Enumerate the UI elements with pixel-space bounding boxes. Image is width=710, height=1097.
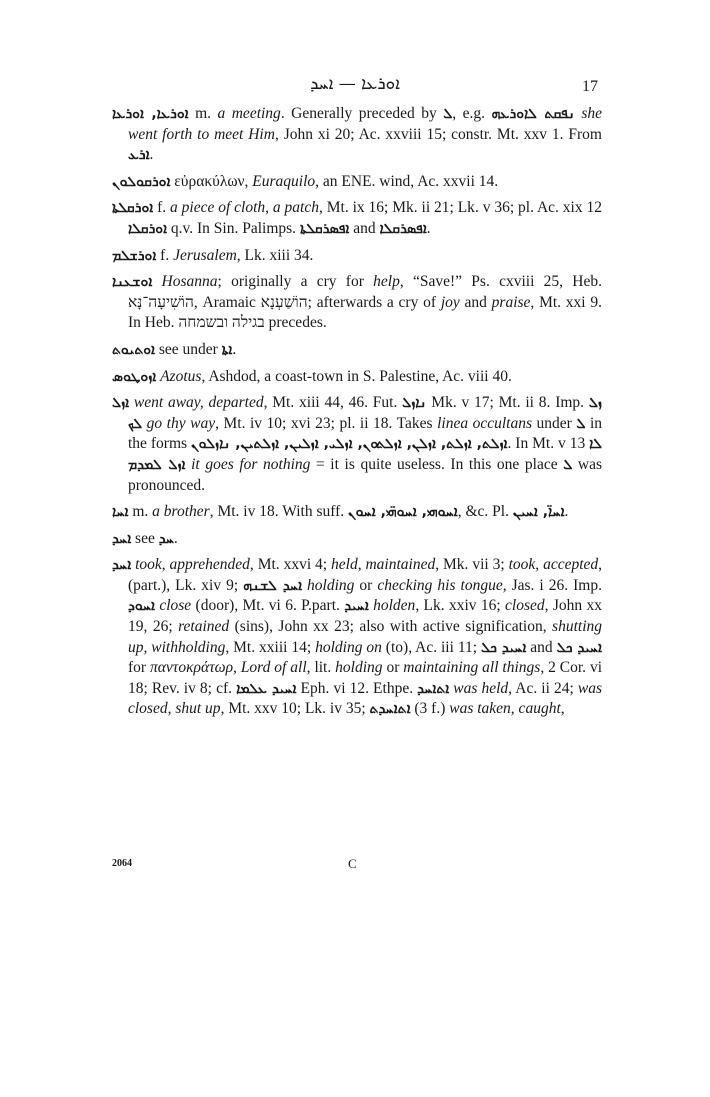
syriac-word: ܐܙܠܬ, ܐܙܠܬ, ܐܙܠܢ, ܐܙܠܬܘܢ, ܐܙܠܝ, ܐܙܠܝܢ, ܐܙܠܬܝܢ, ܢܐܙܠܘܢ	[190, 436, 508, 453]
entry-text: , “Save!” Ps. cxviii 25, Heb. הוֹשִׁיעָה־נָּא, Aramaic הוֹשַׁעְנָא; afterwards a cry of	[128, 273, 602, 311]
syriac-word: ܐܦܣܪܩܠܐ	[379, 220, 427, 237]
entry-text: m.	[128, 503, 153, 521]
entry-text: . Generally preceded by	[280, 105, 444, 122]
entry-text: Eph. vi 12. Ethpe.	[296, 679, 418, 697]
syriac-word: ܢܦܩܬ ܠܐܘܪܥܗ	[491, 106, 575, 122]
entry-text: m.	[188, 105, 218, 122]
gathering-mark: C	[348, 856, 357, 871]
entry-text: , e.g.	[452, 105, 492, 122]
syriac-word: ܐܘܫܥܢܐ	[112, 274, 153, 291]
running-head: ܐܘܪܥܐ — ܐܚܕ	[310, 74, 400, 94]
gloss-text: a brother	[152, 503, 210, 521]
gloss-text: took, apprehended	[135, 556, 250, 574]
entry-text: for	[128, 659, 150, 677]
entry-text: , John xi 20; Ac. xxviii 15; constr. Mt. xxv 1. From	[274, 125, 602, 143]
entry-text: , John xx 19, 26;	[128, 597, 602, 636]
gloss-text: checking his tongue	[377, 576, 503, 594]
printer-signature: 2064	[112, 858, 132, 869]
syriac-word: ܐܘܬܝܘܬ	[112, 341, 155, 358]
entry-text: , an ENE. wind, Ac. xxvii 14.	[315, 172, 499, 190]
entry-text: q.v. In Sin. Palimps.	[167, 219, 300, 237]
gloss-text: holding	[335, 659, 383, 677]
gloss-text: linea occultans	[437, 414, 533, 432]
entry-text: ; originally a cry for	[217, 273, 374, 291]
syriac-word: ܠܐ ܐܙܠ ܠܡܕܡ	[128, 436, 602, 473]
syriac-word: ܐܚܕ	[112, 557, 132, 574]
entry-text: , (part.), Lk. xiv 9;	[128, 556, 603, 594]
entry-text: under	[532, 414, 577, 432]
entry-text: , Ac. ii 24;	[508, 679, 578, 697]
syriac-word: ܐܘܪܩܠܐ	[128, 220, 168, 237]
syriac-word: ܠ	[563, 456, 573, 473]
page-number: 17	[582, 78, 598, 95]
page-header	[0, 70, 710, 100]
entry-text: , Mt. iv 18. With suff.	[209, 503, 349, 521]
syriac-word: ܙܠ ܠܟ	[128, 395, 602, 432]
syriac-word: ܢܐܙܠ	[402, 395, 427, 412]
entry-text: and	[349, 219, 380, 237]
dictionary-entry	[112, 502, 602, 523]
entry-text: (3 f.)	[410, 700, 450, 718]
gloss-text: maintaining all things	[403, 659, 541, 677]
entry-text: .	[149, 146, 154, 164]
gloss-text: she went forth to meet Him	[128, 105, 603, 143]
entry-text: , Mk. vii 3;	[435, 556, 509, 574]
entry-text: , Mt. xxv 10; Lk. iv 35;	[220, 700, 370, 718]
syriac-word: ܐܪܥ	[128, 147, 150, 164]
syriac-word: ܐܘܪܥܐ, ܐܘܪܥܐ	[112, 106, 189, 122]
syriac-word: ܐܘܪܩܘܠܘܢ	[112, 173, 171, 190]
gloss-text: go thy way	[146, 414, 216, 432]
gloss-text: was taken, caught	[449, 700, 561, 718]
page-footer	[112, 858, 602, 880]
entry-text: see	[131, 529, 159, 547]
entry-text: εὐρακύλων,	[170, 172, 253, 190]
gloss-text: Euraquilo	[252, 172, 316, 190]
dictionary-entry	[112, 172, 602, 193]
syriac-word: ܐܬܐܚܕܬ	[369, 701, 411, 718]
entries-list	[112, 104, 602, 726]
syriac-word: ܐܙܠ	[112, 395, 130, 412]
gloss-text: closed	[505, 597, 545, 615]
entry-text: .	[232, 340, 237, 358]
entry-text: = it is quite useless. In this one place	[310, 455, 564, 473]
gloss-text: it goes for nothing	[191, 455, 311, 473]
gloss-text: shutting up, withholding	[128, 618, 602, 656]
dictionary-entry	[112, 198, 602, 239]
entry-text: f.	[156, 246, 174, 264]
entry-text: , Mt. ix 16; Mk. ii 21; Lk. v 36; pl. Ac. xix 12	[319, 199, 602, 217]
syriac-word: ܐܬܐܚܕ	[417, 680, 450, 697]
syriac-word: ܠ	[576, 415, 586, 432]
entry-text: .	[564, 503, 569, 521]
gloss-text: Hosanna	[161, 273, 218, 291]
entry-text: . In Mt. v 13	[507, 435, 590, 453]
entry-text: , Jas. i 26. Imp.	[502, 576, 602, 594]
entry-text	[152, 273, 161, 290]
dictionary-entry	[112, 104, 602, 166]
entry-text: , Mt. xxiii 14;	[225, 638, 316, 656]
gloss-text: went away, departed	[133, 394, 264, 412]
syriac-word: ܐܚܕ	[112, 530, 132, 547]
entry-text: Mk. v 17; Mt. ii 8. Imp.	[426, 394, 589, 412]
entry-text: , 2 Cor. vi 18; Rev. iv 8; cf.	[128, 659, 603, 697]
gloss-text: praise	[491, 293, 531, 311]
dictionary-entry	[112, 367, 602, 388]
syriac-word: ܐܚܘܗܝ, ܐܚܘܗ̈ܝ, ܐܚܘܢ	[348, 504, 458, 521]
syriac-word: ܐܚܐ̈, ܐܚܝܢ	[512, 504, 565, 521]
gloss-text: Jerusalem	[173, 246, 237, 264]
gloss-text: help	[373, 273, 400, 291]
dictionary-entry	[112, 272, 602, 334]
gloss-text: retained	[178, 618, 230, 636]
gloss-text: a meeting	[217, 105, 281, 122]
gloss-text: held, maintained	[331, 556, 436, 574]
gloss-text: took, accepted	[508, 556, 599, 574]
gloss-text: holding on	[315, 638, 382, 656]
gloss-text: παντοκράτωρ, Lord of all	[150, 659, 307, 677]
syriac-word: ܐܚܘܕ	[128, 598, 155, 615]
entry-text: or	[382, 659, 404, 677]
syriac-word: ܠ	[443, 106, 453, 122]
syriac-word: ܐܚܕ ܠܫܢܗ	[243, 577, 303, 594]
entry-text: .	[426, 219, 431, 237]
syriac-word: ܐܚܝܕ ܟܠ	[480, 639, 527, 656]
entry-text: in the forms	[128, 414, 603, 453]
gloss-text: a piece of cloth, a patch	[170, 199, 319, 217]
entry-text: (sins), John xx 23; also with active signification,	[229, 618, 553, 636]
syriac-word: ܐܙܘܛܘܣ	[112, 368, 157, 385]
dictionary-entry	[112, 340, 602, 361]
entry-text: , Mt. xxvi 4;	[249, 556, 332, 574]
entry-text: , Mt. iv 10; xvi 23; pl. ii 18. Takes	[215, 414, 438, 432]
entry-text: , Lk. xxiv 16;	[415, 597, 506, 615]
gloss-text: holden	[373, 597, 416, 615]
syriac-word: ܐܚܝܕ ܥܠܡܐ	[236, 680, 297, 697]
gloss-text: joy	[440, 293, 460, 311]
gloss-text: was closed, shut up	[128, 679, 602, 718]
entry-text: see under	[155, 340, 222, 358]
entry-text: , Lk. xiii 34.	[236, 246, 314, 264]
entry-text: or	[354, 576, 378, 594]
entry-text: was pronounced.	[128, 455, 603, 494]
dictionary-entry	[112, 393, 602, 496]
entry-text: (door), Mt. vi 6. P.part.	[191, 597, 345, 615]
gloss-text: Azotus	[160, 367, 202, 385]
dictionary-entry	[112, 555, 602, 720]
syriac-word: ܐܘܪܫܠܡ	[112, 247, 157, 264]
entry-text: , lit.	[306, 659, 336, 677]
gloss-text: holding	[307, 576, 355, 594]
gloss-text: close	[159, 597, 192, 615]
dictionary-entry	[112, 529, 602, 550]
entry-text: , Mt. xxi 9. In Heb. בגילה ובשמחה precedes.	[128, 293, 603, 332]
syriac-word: ܐܚܝܕ ܟܠ	[556, 639, 602, 656]
entry-text: ,	[560, 700, 565, 718]
entry-text: , Mt. xiii 44, 46. Fut.	[263, 394, 403, 412]
dictionary-entry	[112, 246, 602, 267]
syriac-word: ܐܬܐ	[221, 341, 233, 358]
entry-text: f.	[153, 199, 171, 217]
entry-text: and	[459, 293, 492, 311]
entry-text: , &c. Pl.	[457, 503, 513, 521]
entry-text: and	[526, 638, 557, 656]
syriac-word: ܚܕ	[158, 530, 174, 547]
entry-text: .	[173, 529, 178, 547]
entry-text: , Ashdod, a coast-town in S. Palestine, Ac. viii 40.	[201, 367, 512, 385]
entry-text: (to), Ac. iii 11;	[381, 638, 481, 656]
syriac-word: ܐܦܣܪܩܠܬܐ	[299, 220, 350, 237]
gloss-text: was held	[453, 679, 509, 697]
syriac-word: ܐܚܐ	[112, 504, 129, 521]
syriac-word: ܐܚܝܕ	[344, 598, 369, 615]
syriac-word: ܐܘܪܩܠܬܐ	[112, 200, 154, 217]
